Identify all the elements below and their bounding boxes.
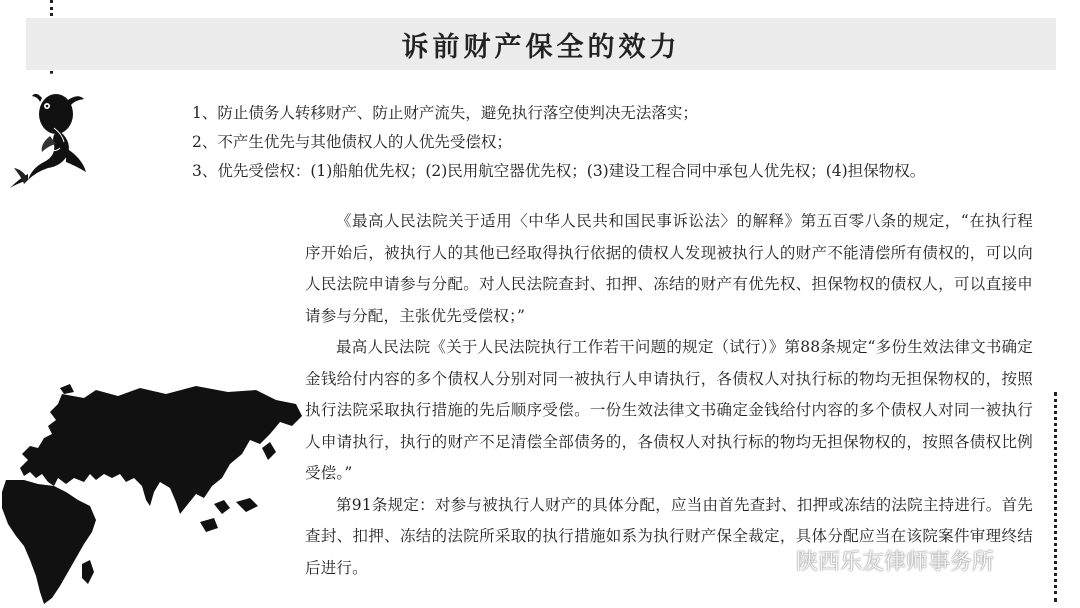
key-point: 3、优先受偿权：(1)船舶优先权；(2)民用航空器优先权；(3)建设工程合同中承包人优先权；(4)担保物权。 <box>192 162 926 180</box>
key-points-list <box>192 99 1062 186</box>
key-point: 1、防止债务人转移财产、防止财产流失，避免执行落空使判决无法落实； <box>192 104 698 122</box>
citation-paragraph: 第91条规定：对参与被执行人财产的具体分配，应当由首先查封、扣押或冻结的法院主持进行。首先查封、扣押、冻结的法院所采取的执行措施如系为执行财产保全裁定，具体分配应当在该院案件审理终结后进行。 <box>305 495 1033 577</box>
watermark-text: 陕西乐友律师事务所 <box>796 550 995 575</box>
page-title: 诉前财产保全的效力 <box>401 31 681 63</box>
title-bar <box>26 18 1056 70</box>
watermark <box>760 545 994 576</box>
decorative-dotted-line-right <box>1054 392 1057 602</box>
koi-fish-icon <box>6 88 90 188</box>
key-point: 2、不产生优先与其他债权人的人优先受偿权； <box>192 133 512 151</box>
world-map-silhouette <box>0 382 305 608</box>
legal-citation-block <box>305 206 1033 584</box>
citation-paragraph: 《最高人民法院关于适用〈中华人民共和国民事诉讼法〉的解释》第五百零八条的规定，“在执行程序开始后，被执行人的其他已经取得执行依据的债权人发现被执行人的财产不能清偿所有债权的，可以向人民法院申请参与分配。对人民法院查封、扣押、冻结的财产有优先权、担保物权的债权人，可以直接申请参与分配，主张优先受偿权；” <box>305 212 1033 325</box>
wechat-icon <box>760 549 790 573</box>
citation-paragraph: 最高人民法院《关于人民法院执行工作若干问题的规定（试行）》第88条规定“多份生效法律文书确定金钱给付内容的多个债权人分别对同一被执行人申请执行，各债权人对执行标的物均无担保物权的，按照执行法院采取执行措施的先后顺序受偿。一份生效法律文书确定金钱给付内容的多个债权人对同一被执行人申请执行，执行的财产不足清偿全部债务的，各债权人对执行标的物均无担保物权的，按照各债权比例受偿。” <box>305 338 1033 482</box>
